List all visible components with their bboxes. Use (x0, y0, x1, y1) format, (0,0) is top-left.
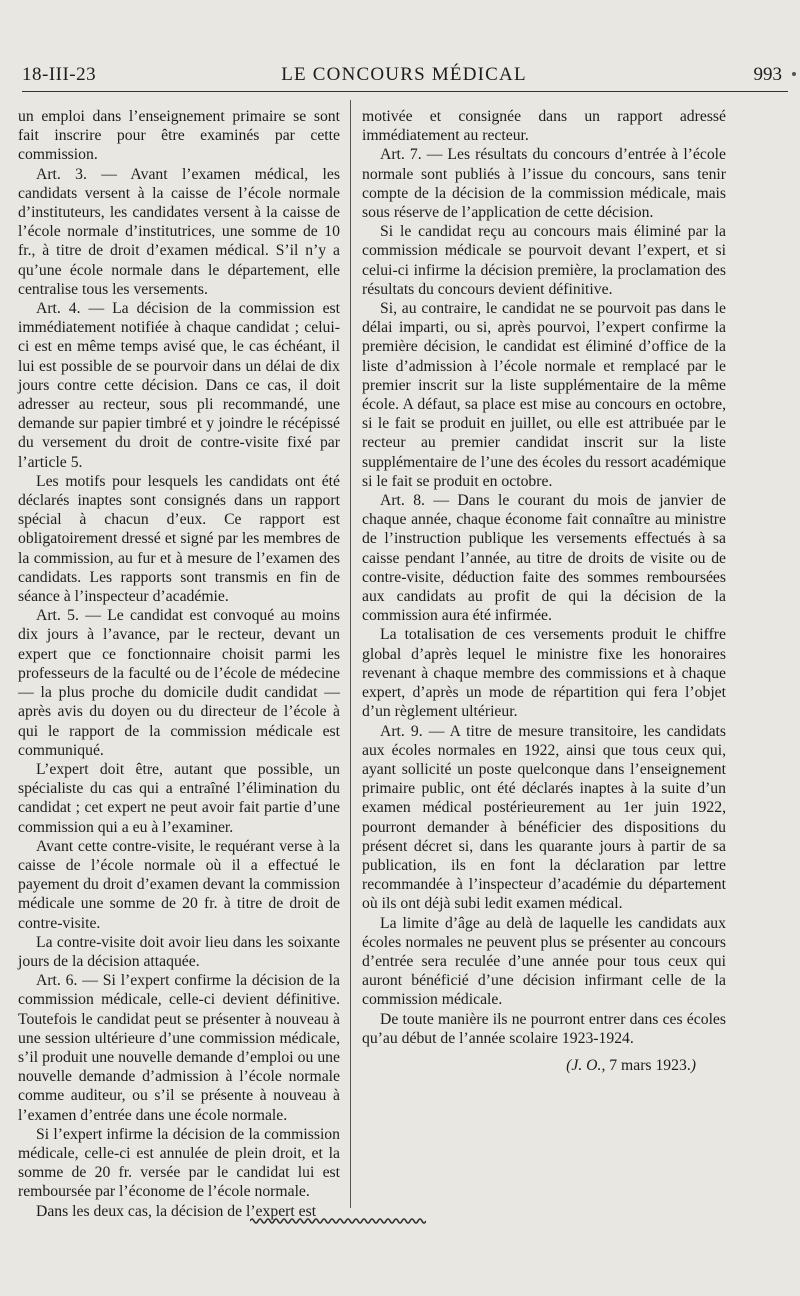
paragraph: La totalisation de ces versements produit le chiffre global d’après lequel le ministre fixe les honoraires revenant à chaque membre des commissions et à chaque expert, d’après un mode de répartition qui fera l’objet d’un règlement ultérieur. (362, 626, 726, 721)
column-divider (350, 100, 351, 1208)
paragraph: motivée et consignée dans un rapport adressé immédiatement au recteur. (362, 108, 726, 145)
journal-title: LE CONCOURS MÉDICAL (281, 64, 527, 85)
page-number: 993 (753, 64, 782, 85)
paragraph: Dans les deux cas, la décision de l’expert est (36, 1202, 317, 1220)
citation-date: , 7 mars 1923. (601, 1056, 691, 1074)
paragraph: un emploi dans l’enseignement primaire se sont fait inscrire pour être examinés par cette commission. (18, 108, 340, 164)
paragraph: Si l’expert infirme la décision de la commission médicale, celle-ci est annulée de plein droit, et la somme de 20 fr. versée par le candidat lui est remboursée par l’économe de l’école normale. (18, 1125, 340, 1201)
paragraph: La contre-visite doit avoir lieu dans les soixante jours de la décision attaquée. (18, 933, 340, 970)
paragraph: Si le candidat reçu au concours mais éliminé par la commission médicale se pourvoit devant l’expert, et si celui-ci infirme la décision première, la proclamation des résultats du concours devient définitive. (362, 223, 726, 298)
paragraph-art-6: Art. 6. — Si l’expert confirme la décision de la commission médicale, celle-ci devient définitive. Toutefois le candidat peut se présenter à nouveau à une session ultérieure d’une commission médicale, s’il produit une nouvelle demande d’emploi ou une nouvelle demande d’admission à l’école normale comme auditeur, ou s’il se présente à nouveau à l’examen d’entrée dans une école normale. (18, 972, 340, 1124)
paragraph: Avant cette contre-visite, le requérant verse à la caisse de l’école normale où il a effectué le payement du droit d’examen devant la commission médicale une somme de 20 fr. à titre de droit de contre-visite. (18, 837, 340, 932)
paragraph-art-9: Art. 9. — A titre de mesure transitoire, les candidats aux écoles normales en 1922, ainsi que tous ceux qui, ayant sollicité un poste quelconque dans l’enseignement primaire public, ont été déclarés inaptes à la suite d’un examen médical postérieurement au 1er juin 1922, pourront demander à bénéficier des dispositions du présent décret si, dans les quarante jours à partir de sa publication, ils en font la déclaration par lettre recommandée à l’inspecteur d’académie du département où ils ont déjà subi ledit examen médical. (362, 722, 726, 913)
header-rule (22, 91, 788, 92)
paragraph-art-5: Art. 5. — Le candidat est convoqué au moins dix jours à l’avance, par le recteur, devant un expert que ce fonctionnaire choisit parmi les professeurs de la faculté ou de l’école de médecine — la plus proche du domicile dudit candidat — après avis du doyen ou du directeur de l’école à qui le rapport de la commission médicale est communiqué. (18, 607, 340, 759)
paragraph-art-4: Art. 4. — La décision de la commission est immédiatement notifiée à chaque candidat ; celui-ci est en même temps avisé que, le cas échéant, il lui est possible de se pourvoir dans un délai de dix jours contre cette décision. Dans ce cas, il doit adresser au recteur, sous pli recommandé, une demande sur papier timbré et y joindre le récépissé du versement du droit de contre-visite fixé par l’article 5. (18, 300, 340, 471)
issue-date: 18-III-23 (22, 64, 97, 85)
paragraph: Si, au contraire, le candidat ne se pourvoit pas dans le délai imparti, ou si, après pourvoi, l’expert confirme la première décision, le candidat est éliminé d’office de la liste d’admission à l’école normale et remplacé par le premier inscrit sur la liste supplémentaire de la même école. A défaut, sa place est mise au concours en octobre, si le fait se produit en juillet, ou elle est attribuée par le recteur au premier candidat inscrit sur la liste supplémentaire de l’une des écoles du ressort académique si le fait se produit en octobre. (362, 300, 726, 490)
right-column (362, 107, 726, 1075)
margin-dot (792, 72, 796, 76)
paragraph-art-8: Art. 8. — Dans le courant du mois de janvier de chaque année, chaque économe fait connaître au ministre de l’instruction publique les versements effectués à sa caisse pendant l’année, au titre de droits de visite ou de contre-visite, déduction faite des sommes remboursées aux candidats au profit de qui la décision de la commission aura été infirmée. (362, 492, 726, 625)
paragraph-art-7: Art. 7. — Les résultats du concours d’entrée à l’école normale sont publiés à l’issue du concours, sans tenir compte de la décision de la commission médicale, mais sous réserve de l’application de cette décision. (362, 146, 726, 222)
citation-source: J. O. (571, 1056, 602, 1074)
page-header (22, 62, 786, 90)
paragraph-art-3: Art. 3. — Avant l’examen médical, les candidats versent à la caisse de l’école normale d’instituteurs, les candidates versent à la caisse de l’école normale d’institutrices, une somme de 10 fr., à titre de droit d’examen médical. S’il n’y a qu’une école normale dans le département, elle centralise tous les versements. (18, 165, 340, 298)
paragraph: La limite d’âge au delà de laquelle les candidats aux écoles normales ne peuvent plus se présenter au concours d’entrée sera reculée d’une année pour tous ceux qui auront bénéficié d’une décision infirmant celle de la commission médicale. (362, 914, 726, 1009)
citation: (J. O., 7 mars 1923.) (566, 1056, 696, 1074)
left-column (18, 107, 340, 1221)
paragraph: Les motifs pour lesquels les candidats ont été déclarés inaptes sont consignés dans un rapport spécial à chacun d’eux. Ce rapport est obligatoirement dressé et signé par les membres de la commission, au fur et à mesure de l’examen des candidats. Les rapports sont transmis en fin de séance à l’inspecteur d’académie. (18, 472, 340, 606)
paragraph: De toute manière ils ne pourront entrer dans ces écoles qu’au début de l’année scolaire 1923-1924. (362, 1010, 726, 1047)
footer-ornament (250, 1216, 426, 1226)
paragraph: L’expert doit être, autant que possible, un spécialiste du cas qui a entraîné l’élimination du candidat ; cet expert ne peut avoir fait partie d’une commission qui a eu à l’examiner. (18, 760, 340, 836)
